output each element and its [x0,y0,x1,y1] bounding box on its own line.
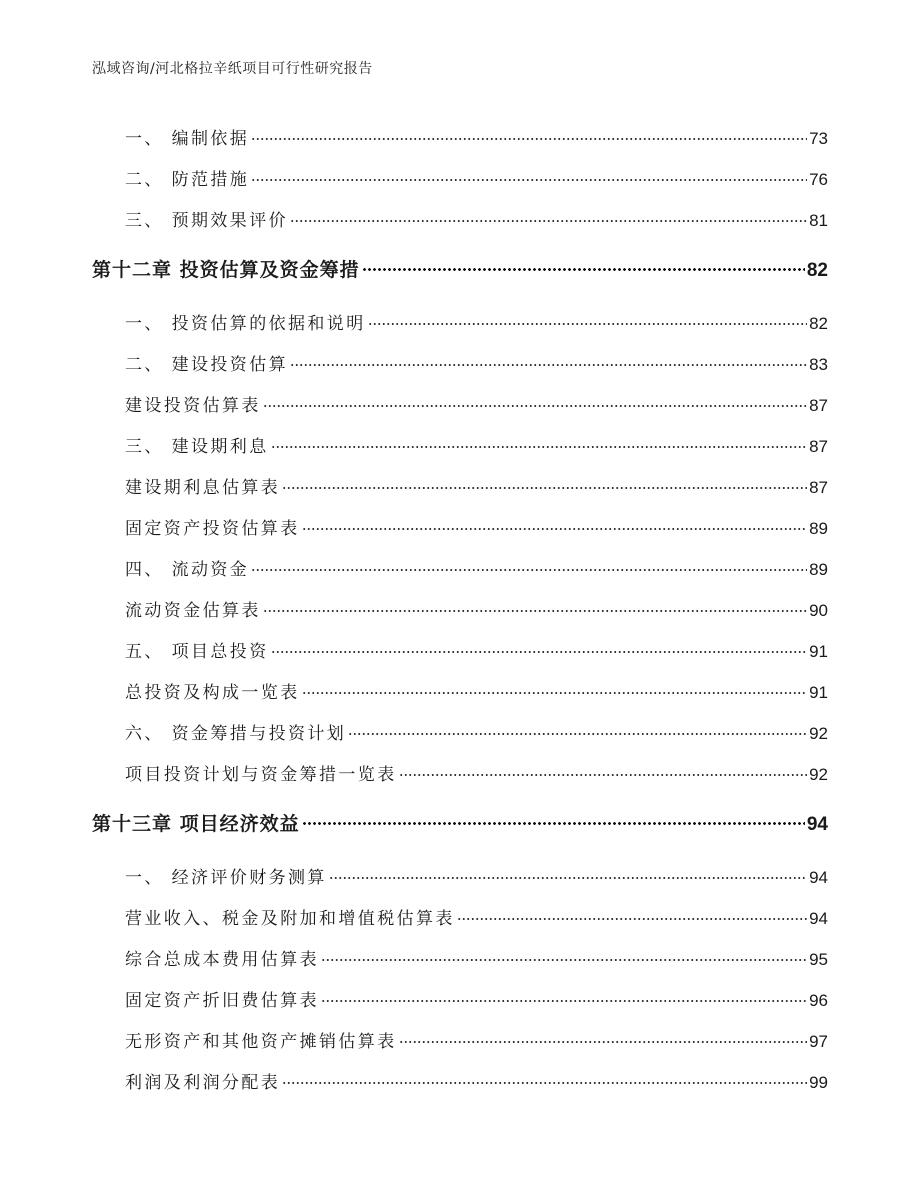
toc-entry-label: 二、 防范措施 [125,170,250,190]
dot-leader [290,220,807,222]
toc-chapter-label: 第十三章 项目经济效益 [92,813,300,835]
dot-leader [251,179,807,181]
toc-entry[interactable] [125,863,828,888]
toc-entry-page: 82 [809,314,828,333]
toc-entry[interactable] [125,719,828,744]
toc-entry[interactable] [125,309,828,334]
dot-leader [302,692,807,694]
toc-chapter-page: 94 [806,814,828,835]
toc-entry-page: 73 [809,129,828,148]
toc-entry[interactable] [125,1068,828,1093]
toc-entry[interactable] [125,555,828,580]
toc-entry-label: 建设投资估算表 [125,396,261,416]
toc-entry[interactable] [125,391,828,416]
toc-entry-page: 87 [809,396,828,415]
toc-entry[interactable] [125,760,828,785]
toc-entry[interactable] [125,678,828,703]
dot-leader [263,405,807,407]
toc-entry[interactable] [125,1027,828,1052]
dot-leader [302,822,805,825]
toc-entry-page: 97 [809,1032,828,1051]
toc-entry-label: 一、 经济评价财务测算 [125,868,327,888]
toc-entry[interactable] [125,986,828,1011]
dot-leader [271,446,807,448]
toc-entry-label: 二、 建设投资估算 [125,355,289,375]
toc-chapter-label: 第十二章 投资估算及资金筹措 [92,259,360,281]
dot-leader [329,877,807,879]
dot-leader [263,610,807,612]
dot-leader [399,774,807,776]
toc-entry[interactable] [125,206,828,231]
dot-leader [321,1000,807,1002]
toc-entry-page: 91 [809,683,828,702]
toc-entry-label: 三、 预期效果评价 [125,211,289,231]
toc-entry-page: 92 [809,724,828,743]
toc-entry-page: 81 [809,211,828,230]
toc-entry-label: 流动资金估算表 [125,601,261,621]
toc-entry-page: 90 [809,601,828,620]
toc-entry[interactable] [125,904,828,929]
toc-entry-label: 无形资产和其他资产摊销估算表 [125,1032,397,1052]
toc-entry[interactable] [125,165,828,190]
toc-entry-label: 固定资产折旧费估算表 [125,991,319,1011]
dot-leader [348,733,807,735]
toc-entry-label: 五、 项目总投资 [125,642,269,662]
toc-entry-label: 综合总成本费用估算表 [125,950,319,970]
dot-leader [362,268,805,271]
toc-entry-page: 76 [809,170,828,189]
toc-entry-page: 89 [809,560,828,579]
dot-leader [282,1082,807,1084]
toc-entry-page: 94 [809,868,828,887]
toc-chapter-entry[interactable] [92,809,828,836]
toc-entry[interactable] [125,514,828,539]
toc-entry[interactable] [125,350,828,375]
toc-entry-label: 项目投资计划与资金筹措一览表 [125,765,397,785]
dot-leader [251,138,807,140]
dot-leader [271,651,807,653]
toc-entry[interactable] [125,596,828,621]
toc-entry[interactable] [125,637,828,662]
running-header: 泓域咨询/河北格拉辛纸项目可行性研究报告 [92,61,373,77]
toc-entry[interactable] [125,473,828,498]
dot-leader [251,569,807,571]
dot-leader [321,959,807,961]
dot-leader [302,528,807,530]
dot-leader [399,1041,807,1043]
dot-leader [290,364,807,366]
toc-entry-page: 89 [809,519,828,538]
toc-entry-page: 94 [809,909,828,928]
toc-entry[interactable] [125,124,828,149]
toc-entry-label: 固定资产投资估算表 [125,519,300,539]
toc-entry[interactable] [125,432,828,457]
toc-entry-page: 87 [809,437,828,456]
toc-entry-page: 83 [809,355,828,374]
toc-entry-label: 建设期利息估算表 [125,478,281,498]
toc-entry-page: 87 [809,478,828,497]
toc-entry-label: 一、 投资估算的依据和说明 [125,314,366,334]
toc-entry-page: 96 [809,991,828,1010]
toc-entry-page: 91 [809,642,828,661]
toc-entry[interactable] [125,945,828,970]
toc-entry-label: 一、 编制依据 [125,129,250,149]
toc-entry-label: 三、 建设期利息 [125,437,269,457]
dot-leader [282,487,807,489]
toc-entry-label: 总投资及构成一览表 [125,683,300,703]
toc-entry-label: 四、 流动资金 [125,560,250,580]
toc-entry-label: 六、 资金筹措与投资计划 [125,724,347,744]
toc-chapter-entry[interactable] [92,255,828,282]
dot-leader [368,323,807,325]
toc-entry-page: 99 [809,1073,828,1092]
toc-entry-page: 95 [809,950,828,969]
dot-leader [457,918,807,920]
toc-chapter-page: 82 [806,260,828,281]
toc-entry-page: 92 [809,765,828,784]
toc-entry-label: 营业收入、税金及附加和增值税估算表 [125,909,455,929]
toc-entry-label: 利润及利润分配表 [125,1073,281,1093]
